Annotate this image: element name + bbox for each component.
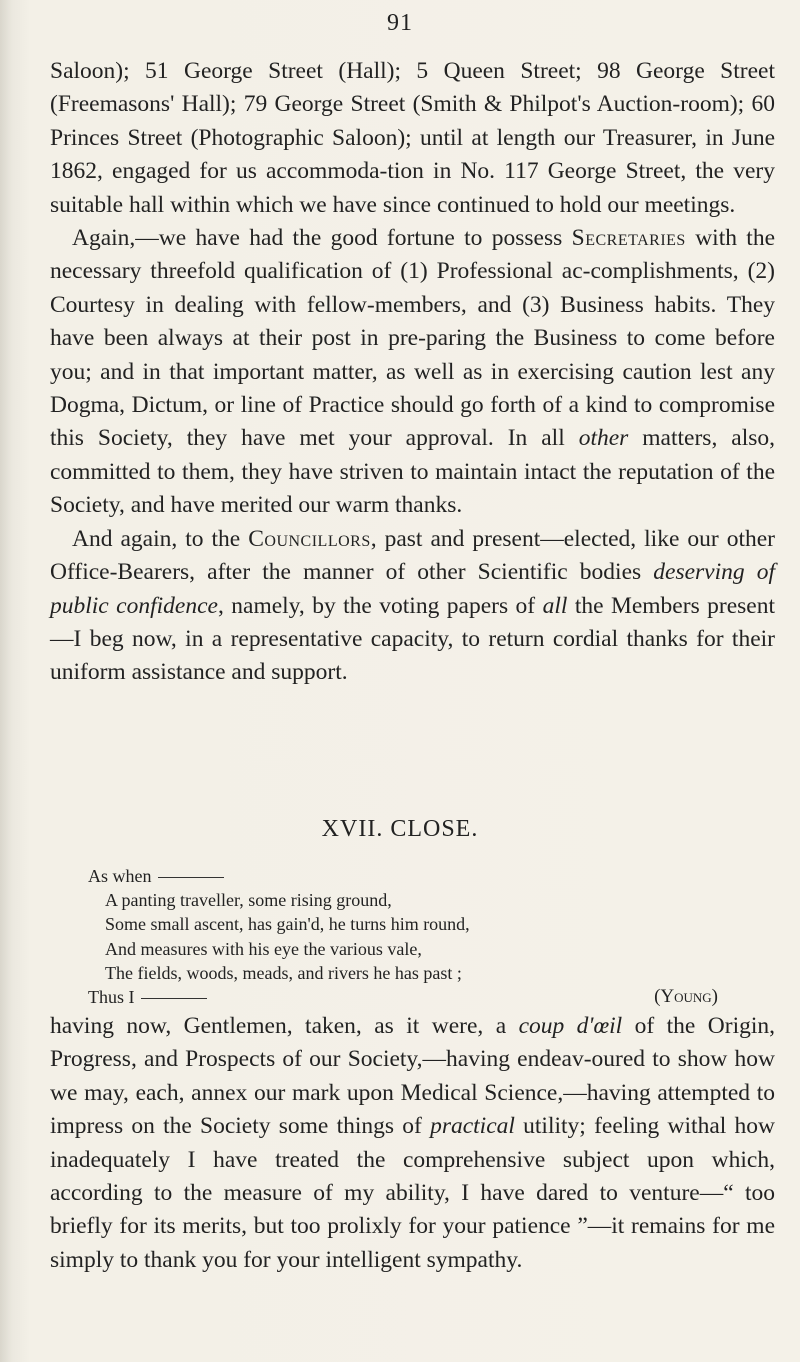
paragraph-venues: Saloon); 51 George Street (Hall); 5 Queen Street; 98 George Street (Freemasons' Hall); 79 George Street (Smith & Philpot's Auction-room); 60 Princes Street (Photographic Saloon); until at length our Treasurer, in June 1862, engaged for us accommoda-tion in No. 117 George Street, the very suitable hall within which we have since continued to hold our meetings.	[50, 58, 775, 218]
poem-line-4: The fields, woods, meads, and rivers he has past ;	[105, 962, 462, 983]
secretaries-text-b: matters, also, committed to them, they have striven to maintain intact the reputation of the Society, and have merited our warm thanks.	[50, 425, 776, 519]
poem-attribution: (Young)	[654, 986, 718, 1008]
section-heading: XVII. CLOSE.	[321, 816, 479, 842]
councillors-emphasis-2: all	[542, 592, 568, 619]
poem-dash	[141, 998, 207, 999]
secretaries-emphasis: other	[578, 425, 629, 452]
closing-text	[50, 1010, 775, 1277]
councillors-lead: And again, to the	[72, 525, 241, 552]
closing-text-a: having now, Gentlemen, taken, as it were, a	[50, 1013, 507, 1039]
poem-intro-line	[88, 864, 718, 888]
councillors-text-a: , past and present—elected, like our other Office-Bearers, after the manner of other Scientific bodies	[50, 525, 775, 586]
poem-outro-line	[88, 985, 718, 1009]
councillors-text-b: , namely, by the voting papers of	[217, 592, 536, 619]
secretaries-lead: Again,—we have had the good fortune to possess	[72, 225, 563, 252]
councillors-emphasis-1: deserving of public confidence	[50, 559, 775, 619]
poem-intro: As when	[88, 866, 152, 886]
poem-line-2: Some small ascent, has gain'd, he turns him round,	[105, 914, 470, 935]
closing-text-b: of the Origin, Progress, and Prospects of our Society,—having endeav-oured to show how we may, each, annex our mark upon Medical Science,—having attempted to impress on the Society some things of	[50, 1013, 775, 1140]
body-text	[50, 55, 775, 690]
poem-dash	[158, 877, 224, 878]
poem-line-1: A panting traveller, some rising ground,	[105, 890, 392, 911]
secretaries-term: Secretaries	[571, 225, 686, 252]
closing-emphasis-1: coup d'œil	[518, 1013, 623, 1039]
paragraph-secretaries	[50, 222, 775, 523]
poem-quotation	[88, 864, 718, 1009]
paragraph-councillors	[50, 523, 775, 690]
closing-text-c: utility; feeling withal how inadequately I have treated the comprehensive subject upon which, according to the measure of my ability, I have dared to venture—“ too briefly for its merits, but too prolixly for your patience ”—it remains for me simply to thank you for your intelligent sympathy.	[50, 1113, 775, 1273]
page-number: 91	[387, 10, 413, 36]
secretaries-text-a: with the necessary threefold qualification of (1) Professional ac-complishments, (2) Courtesy in dealing with fellow-members, and (3) Business habits. They have been always at their post in pre-paring the Business to come before you; and in that important matter, as well as in exercising caution lest any Dogma, Dictum, or line of Practice should go forth of a kind to compromise this Society, they have met your approval. In all	[50, 225, 776, 452]
poem-line-3: And measures with his eye the various vale,	[105, 938, 422, 959]
poem-outro: Thus I	[88, 987, 135, 1008]
councillors-text-c: the Members present—I beg now, in a representative capacity, to return cordial thanks for their uniform assistance and support.	[50, 592, 776, 686]
councillors-term: Councillors	[248, 525, 371, 552]
closing-emphasis-2: practical	[430, 1113, 515, 1140]
closing-paragraph	[50, 1010, 775, 1277]
